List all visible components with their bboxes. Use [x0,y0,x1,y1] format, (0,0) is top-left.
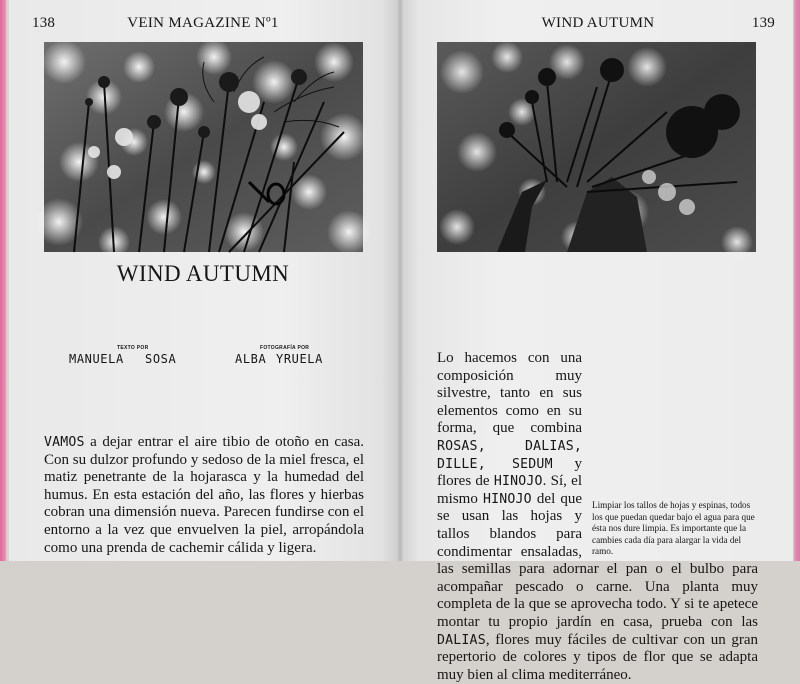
intro-paragraph [44,434,364,557]
flower-names: HINOJO [493,474,543,490]
credit-role-label: TEXTO POR [117,345,149,351]
photo-caption: Limpiar los tallos de hojas y espinas, todos los que puedan quedar bajo el agua para que ésta nos dure limpia. Es importante que la cambies cada día para alargar la vida del ramo. [592,500,755,557]
credit-photographer [235,345,365,369]
article-title: WIND AUTUMN [116,261,290,286]
body-text: , flores muy fáciles de cultivar con un gran repertorio de colores y tipos de flor que se adapta muy bien al clima mediterráneo. [437,631,758,683]
credit-writer [69,345,199,369]
credit-name-last: SOSA [145,352,177,366]
intro-text: a dejar entrar el aire tibio de otoño en casa. Con su dulzor profundo y sedoso de la miel fresca, el matiz penetrante de la hojarasca y la humedad del humus. En esta estación del año, las flores y hierbas cobran una dimensión nueva. Parecen fundirse con el entorno a la vez que envuelven la piel, arropándola como una prenda de cachemir cálida y ligera. [44,434,364,556]
credit-name-last: YRUELA [276,352,323,366]
body-text: . Sí, el mismo [437,473,582,507]
lead-word: VAMOS [44,435,85,450]
page-number-left: 138 [32,15,56,31]
body-text: y flores de [437,455,582,490]
page-number-right: 139 [751,15,775,31]
credit-name-first: MANUELA [69,352,124,366]
left-page [9,0,397,561]
running-head-right: WIND AUTUMN [541,15,655,31]
bouquet-photo-left [44,42,363,252]
flower-names: ROSAS, DALIAS, DILLE, SEDUM [437,438,582,472]
flower-names: DALIAS [437,632,486,648]
body-text: Lo hacemos con una composición muy silvestre, tanto en sus elementos como en su forma, que combina [437,350,582,437]
credit-name-first: ALBA [235,352,267,366]
right-page [403,0,793,683]
body-text: del que se usan las hojas y tallos blandos para condimentar ensaladas, las semillas para adornar el pan o el bulbo para acompañar pescado o carne. Una planta muy completa de la que se aprovecha todo. Y si te apetece montar tu propio jardín en casa, prueba con las [437,490,758,630]
running-head-left: VEIN MAGAZINE Nº1 [127,15,279,31]
flower-names: HINOJO [482,491,532,507]
credit-role-label: FOTOGRAFÍA POR [260,345,310,351]
bouquet-photo-right [437,42,756,252]
